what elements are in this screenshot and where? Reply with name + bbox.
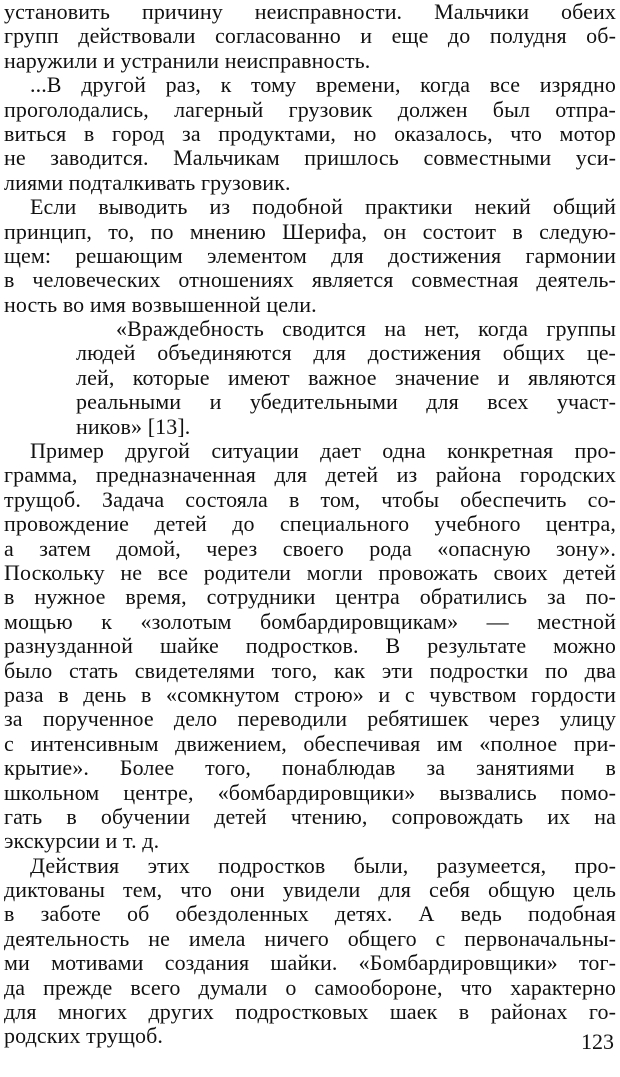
quote-line: ников» [13]. [76,413,191,439]
text-line: школьном центре, «бомбардировщики» вызвались помо- [4,779,616,805]
text-line: виться в город за продуктами, но оказалось, что мотор [4,120,616,146]
paragraph-1 [4,0,616,73]
text-line: ность во имя возвышенной цели. [4,291,317,317]
text-line: а затем домой, через своего рода «опасную зону». [4,535,616,561]
text-line: трущоб. Задача состояла в том, чтобы обеспечить со- [4,486,616,512]
text-line: групп действовали согласованно и еще до полудня об- [4,23,616,49]
text-line: диктованы тем, что они увидели для себя общую цель [4,877,616,903]
quote-line: людей объединяются для достижения общих це- [76,340,616,366]
paragraph-5 [4,439,616,854]
book-page [4,0,616,1049]
text-line: гать в обучении детей чтению, сопровождать их на [4,803,616,829]
text-line: мощью к «золотым бомбардировщикам» — местной [4,608,616,634]
text-line: установить причину неисправности. Мальчики обеих [4,0,616,24]
text-line: ...В другой раз, к тому времени, когда все изрядно [30,72,616,98]
text-line: Поскольку не все родители могли провожать своих детей [4,559,616,585]
text-line: наружили и устранили неисправность. [4,47,371,73]
text-line: щем: решающим элементом для достижения гармонии [4,242,616,268]
text-line: принцип, то, по мнению Шерифа, он состоит в следую- [4,218,616,244]
text-line: провождение детей до специального учебного центра, [4,511,616,537]
text-line: экскурсии и т. д. [4,828,160,854]
paragraph-3 [4,195,616,317]
text-line: разнузданной шайке подростков. В результате можно [4,633,616,659]
text-line: проголодались, лагерный грузовик должен был отпра- [4,96,616,122]
text-line: грамма, предназначенная для детей из района городских [4,462,616,488]
text-line: крытие». Более того, понаблюдав за занятиями в [4,755,616,781]
paragraph-6 [4,854,616,1049]
text-line: лиями подталкивать грузовик. [4,169,291,195]
text-line: за порученное дело переводили ребятишек через улицу [4,706,616,732]
quote-line: «Враждебность сводится на нет, когда группы [116,316,616,342]
paragraph-2 [4,73,616,195]
page-number: 123 [581,1029,614,1054]
text-line: Пример другой ситуации дает одна конкретная про- [30,438,616,464]
text-line: для многих других подростковых шаек в районах го- [4,999,616,1025]
text-line: в нужное время, сотрудники центра обратились за по- [4,584,616,610]
text-line: ми мотивами создания шайки. «Бомбардировщики» тог- [4,950,616,976]
block-quote [76,317,616,439]
text-line: деятельность не имела ничего общего с первоначальны- [4,925,616,951]
text-line: не заводится. Мальчикам пришлось совместными уси- [4,145,616,171]
text-line: с интенсивным движением, обеспечивая им «полное при- [4,730,616,756]
text-line: Действия этих подростков были, разумеется, про- [30,852,616,878]
text-line: Если выводить из подобной практики некий общий [30,194,616,220]
text-line: было стать свидетелями того, как эти подростки по два [4,657,616,683]
quote-line: реальными и убедительными для всех участ- [76,389,616,415]
text-line: раза в день в «сомкнутом строю» и с чувством гордости [4,681,616,707]
text-line: родских трущоб. [4,1023,164,1049]
text-line: да прежде всего думали о самообороне, что характерно [4,974,616,1000]
text-line: в заботе об обездоленных детях. А ведь подобная [4,901,616,927]
text-line: в человеческих отношениях является совместная деятель- [4,267,616,293]
quote-line: лей, которые имеют важное значение и являются [76,364,616,390]
